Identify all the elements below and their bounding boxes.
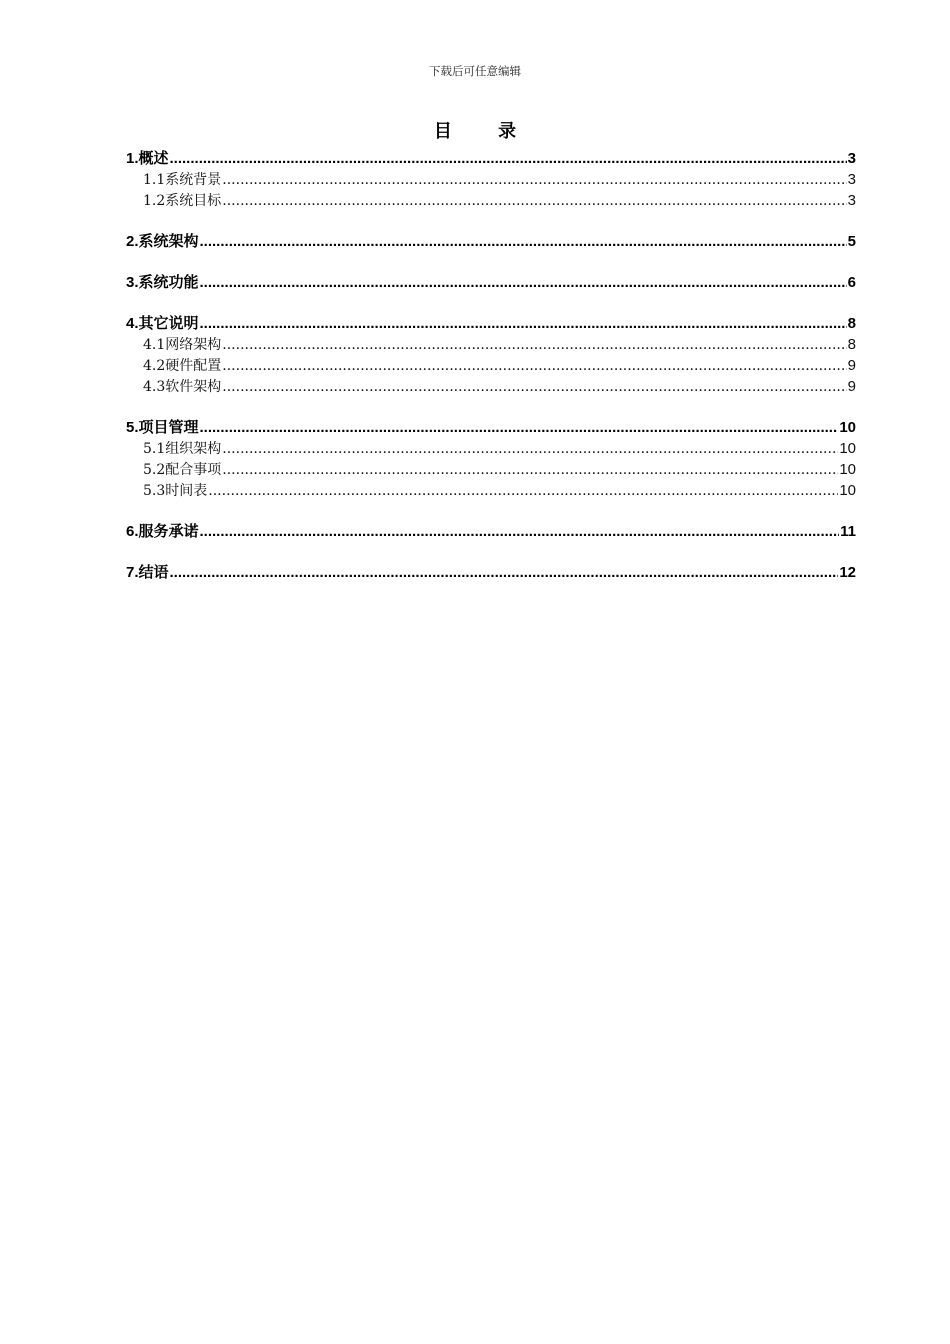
toc-entry-label: 4.1网络架构 <box>143 337 222 353</box>
toc-entry-page: 10 <box>839 461 856 478</box>
toc-entry-page: 3 <box>847 150 856 167</box>
toc-entry-software-architecture[interactable] <box>126 376 856 397</box>
toc-entry-label: 5.2配合事项 <box>143 462 222 478</box>
toc-entry-label: 1.概述 <box>126 150 169 167</box>
dot-leader <box>222 439 838 459</box>
dot-leader <box>222 170 846 190</box>
toc-entry-page: 8 <box>847 315 856 332</box>
page-header-note: 下载后可任意编辑 <box>429 64 521 78</box>
dot-leader <box>200 521 840 542</box>
toc-entry-org-structure[interactable] <box>126 438 856 459</box>
toc-entry-conclusion[interactable] <box>126 562 856 583</box>
toc-entry-system-background[interactable] <box>126 169 856 190</box>
dot-leader <box>208 481 838 501</box>
toc-entry-label: 4.3软件架构 <box>143 379 222 395</box>
toc-entry-label: 5.1组织架构 <box>143 441 222 457</box>
dot-leader <box>222 191 846 211</box>
toc-entry-hardware-config[interactable] <box>126 355 856 376</box>
dot-leader <box>222 377 846 397</box>
dot-leader <box>222 335 846 355</box>
toc-entry-page: 5 <box>847 233 856 250</box>
toc-entry-page: 3 <box>847 192 856 209</box>
dot-leader <box>222 356 846 376</box>
toc-entry-label: 7.结语 <box>126 564 169 581</box>
table-of-contents <box>126 148 856 583</box>
toc-entry-cooperation-items[interactable] <box>126 459 856 480</box>
toc-entry-label: 4.2硬件配置 <box>143 358 222 374</box>
toc-entry-page: 12 <box>839 564 856 581</box>
toc-entry-page: 11 <box>840 523 856 540</box>
toc-entry-page: 10 <box>839 440 856 457</box>
dot-leader <box>200 272 847 293</box>
toc-entry-schedule[interactable] <box>126 480 856 501</box>
toc-entry-label: 1.1系统背景 <box>143 172 222 188</box>
toc-entry-page: 9 <box>847 378 856 395</box>
toc-entry-overview[interactable] <box>126 148 856 169</box>
toc-entry-page: 10 <box>839 419 856 436</box>
toc-entry-label: 5.项目管理 <box>126 419 199 436</box>
dot-leader <box>200 417 839 438</box>
toc-entry-page: 10 <box>839 482 856 499</box>
dot-leader <box>200 313 847 334</box>
toc-entry-page: 3 <box>847 171 856 188</box>
toc-entry-project-management[interactable] <box>126 417 856 438</box>
toc-entry-system-functions[interactable] <box>126 272 856 293</box>
dot-leader <box>170 148 847 169</box>
toc-entry-other-notes[interactable] <box>126 313 856 334</box>
dot-leader <box>200 231 847 252</box>
toc-entry-network-architecture[interactable] <box>126 334 856 355</box>
dot-leader <box>222 460 838 480</box>
toc-entry-page: 6 <box>847 274 856 291</box>
toc-entry-system-architecture[interactable] <box>126 231 856 252</box>
toc-entry-service-commitment[interactable] <box>126 521 856 542</box>
toc-entry-label: 4.其它说明 <box>126 315 199 332</box>
toc-entry-label: 6.服务承诺 <box>126 523 199 540</box>
toc-title: 目 录 <box>433 121 537 142</box>
toc-entry-label: 1.2系统目标 <box>143 193 222 209</box>
toc-entry-page: 8 <box>847 336 856 353</box>
toc-entry-page: 9 <box>847 357 856 374</box>
toc-entry-label: 5.3时间表 <box>143 483 208 499</box>
dot-leader <box>170 562 839 583</box>
toc-entry-label: 2.系统架构 <box>126 233 199 250</box>
toc-entry-system-goals[interactable] <box>126 190 856 211</box>
toc-entry-label: 3.系统功能 <box>126 274 199 291</box>
